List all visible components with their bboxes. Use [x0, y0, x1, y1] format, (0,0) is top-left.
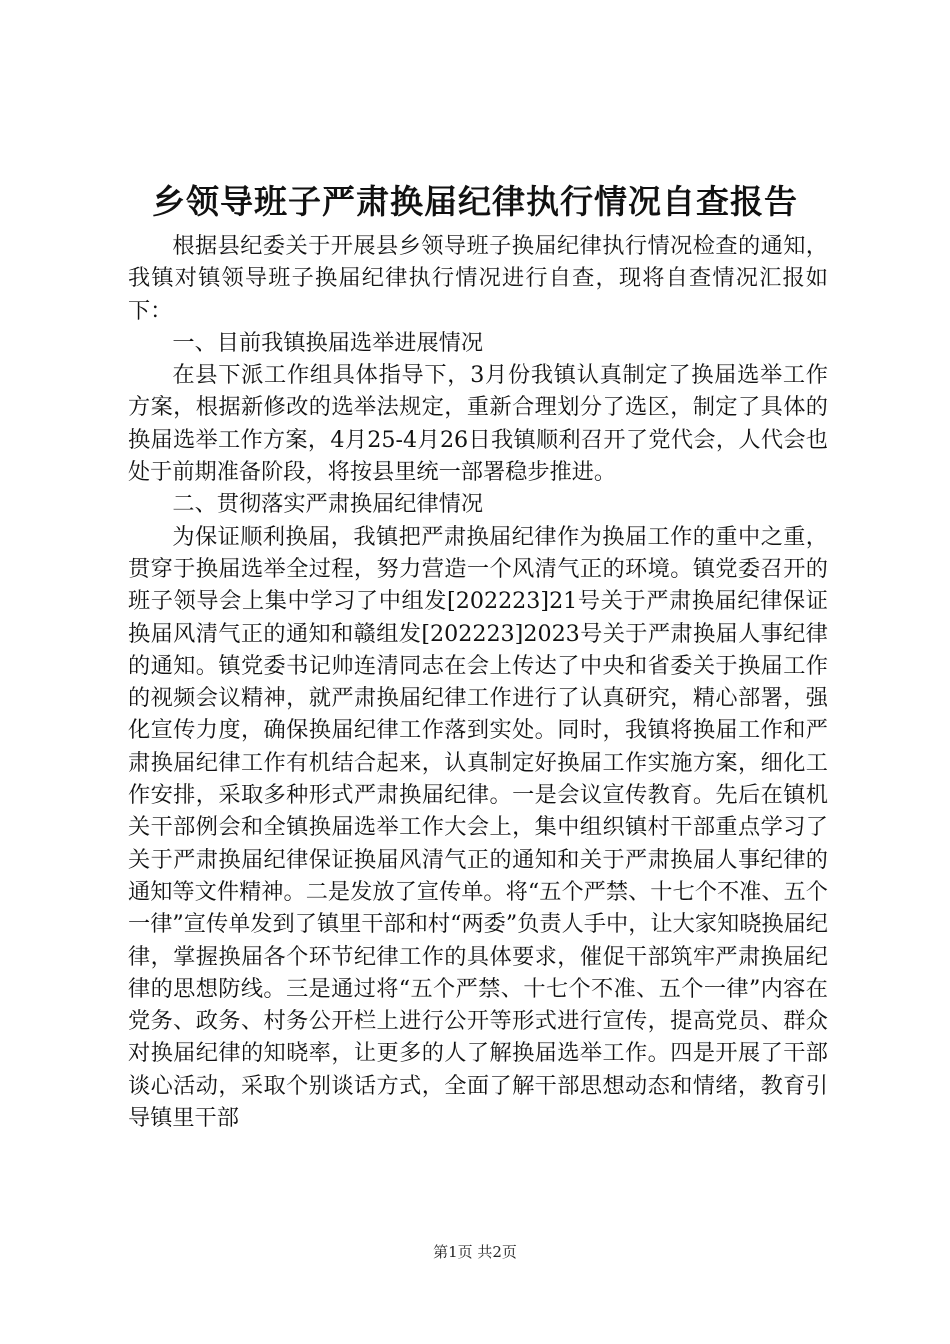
- paragraph-intro: 根据县纪委关于开展县乡领导班子换届纪律执行情况检查的通知，我镇对镇领导班子换届纪律执行情况进行自查，现将自查情况汇报如下：: [128, 233, 828, 324]
- paragraph-discipline: 为保证顺利换届，我镇把严肃换届纪律作为换届工作的重中之重，贯穿于换届选举全过程，努力营造一个风清气正的环境。镇党委召开的班子领导会上集中学习了中组发[202223]21号关于严肃换届纪律保证换届风清气正的通知和赣组发[202223]2023号关于严肃换届人事纪律的通知。镇党委书记帅连清同志在会上传达了中央和省委关于换届工作的视频会议精神，就严肃换届纪律工作进行了认真研究，精心部署，强化宣传力度，确保换届纪律工作落到实处。同时，我镇将换届工作和严肃换届纪律工作有机结合起来，认真制定好换届工作实施方案，细化工作安排，采取多种形式严肃换届纪律。一是会议宣传教育。先后在镇机关干部例会和全镇换届选举工作大会上，集中组织镇村干部重点学习了关于严肃换届纪律保证换届风清气正的通知和关于严肃换届人事纪律的通知等文件精神。二是发放了宣传单。将“五个严禁、十七个不准、五个一律”宣传单发到了镇里干部和村“两委”负责人手中，让大家知晓换届纪律，掌握换届各个环节纪律工作的具体要求，催促干部筑牢严肃换届纪律的思想防线。三是通过将“五个严禁、十七个不准、五个一律”内容在党务、政务、村务公开栏上进行公开等形式进行宣传，提高党员、群众对换届纪律的知晓率，让更多的人了解换届选举工作。四是开展了干部谈心活动，采取个别谈话方式，全面了解干部思想动态和情绪，教育引导镇里干部: [128, 523, 828, 1132]
- page-number-footer: 第1页 共2页: [433, 1243, 517, 1261]
- section-heading-2: 二、贯彻落实严肃换届纪律情况: [172, 491, 484, 518]
- document-body: [128, 230, 828, 1134]
- paragraph-progress: 在县下派工作组具体指导下，3月份我镇认真制定了换届选举工作方案，根据新修改的选举法规定，重新合理划分了选区，制定了具体的换届选举工作方案，4月25-4月26日我镇顺利召开了党代会，人代会也处于前期准备阶段，将按县里统一部署稳步推进。: [128, 362, 828, 486]
- document-title: 乡领导班子严肃换届纪律执行情况自查报告: [152, 182, 798, 221]
- section-heading-1: 一、目前我镇换届选举进展情况: [172, 329, 484, 356]
